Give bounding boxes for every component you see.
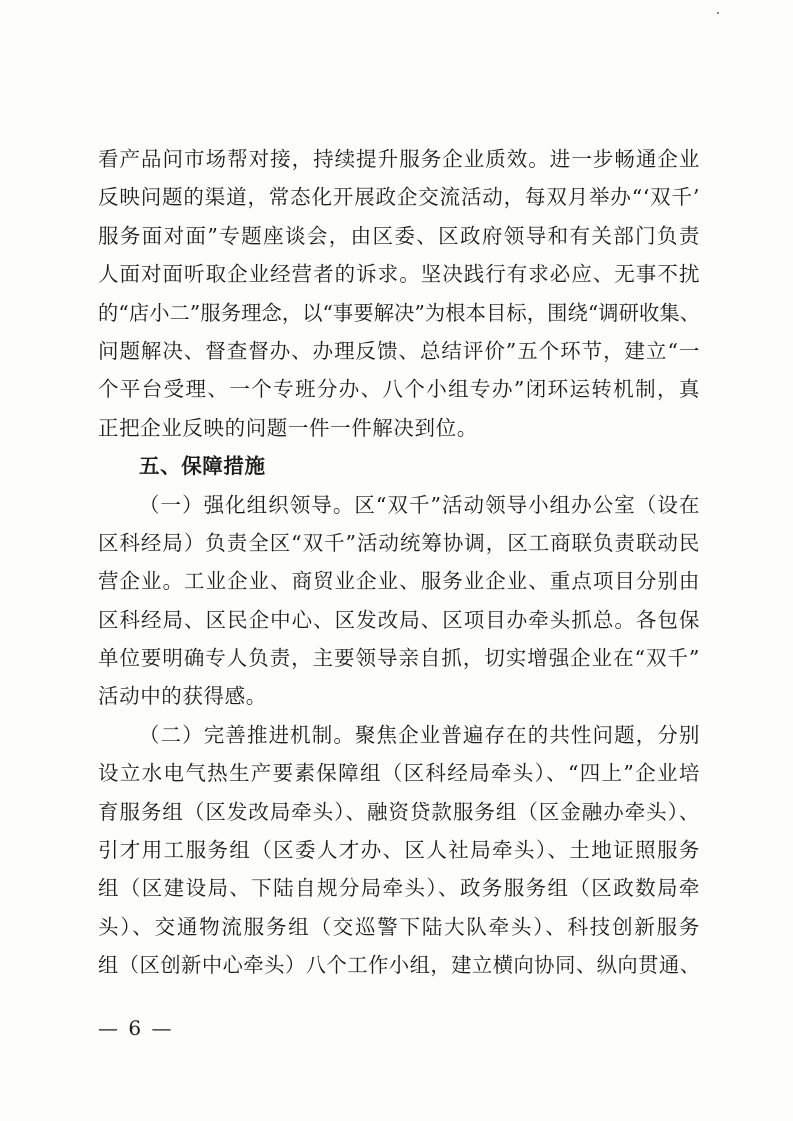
text-line: （一）强化组织领导。区“双千”活动领导小组办公室（设在 [139, 492, 700, 517]
text-line: 单位要明确专人负责，主要领导亲自抓，切实增强企业在“双千” [98, 646, 700, 671]
text-line: 问题解决、督查督办、办理反馈、总结评价”五个环节，建立“一 [98, 338, 700, 363]
text-line: 正把企业反映的问题一件一件解决到位。 [98, 415, 478, 440]
text-line: （二）完善推进机制。聚焦企业普遍存在的共性问题，分别 [139, 722, 700, 747]
text-line: 组（区建设局、下陆自规分局牵头）、政务服务组（区政数局牵 [98, 876, 700, 901]
text-line: 设立水电气热生产要素保障组（区科经局牵头）、“四上”企业培 [98, 761, 700, 786]
text-line: 育服务组（区发改局牵头）、融资贷款服务组（区金融办牵头）、 [98, 799, 700, 824]
text-line: 人面对面听取企业经营者的诉求。坚决践行有求必应、无事不扰 [98, 262, 700, 287]
text-line: 反映问题的渠道，常态化开展政企交流活动，每双月举办“‘双千’ [98, 185, 700, 210]
text-line: 服务面对面”专题座谈会，由区委、区政府领导和有关部门负责 [98, 223, 700, 248]
text-line: 区科经局、区民企中心、区发改局、区项目办牵头抓总。各包保 [98, 607, 700, 632]
text-line: 组（区创新中心牵头）八个工作小组，建立横向协同、纵向贯通、 [98, 953, 700, 978]
text-line: 头）、交通物流服务组（交巡警下陆大队牵头）、科技创新服务 [98, 914, 700, 939]
scan-dot [717, 12, 719, 14]
text-line: 的“店小二”服务理念，以“事要解决”为根本目标，围绕“调研收集、 [98, 300, 700, 325]
text-line: 引才用工服务组（区委人才办、区人社局牵头）、土地证照服务 [98, 838, 700, 863]
section-heading: 五、保障措施 [139, 454, 266, 479]
body-text [98, 140, 700, 985]
text-line: 个平台受理、一个专班分办、八个小组专办”闭环运转机制，真 [98, 377, 700, 402]
text-line: 看产品问市场帮对接，持续提升服务企业质效。进一步畅通企业 [98, 147, 700, 171]
text-line: 营企业。工业企业、商贸业企业、服务业企业、重点项目分别由 [98, 569, 700, 594]
page-number: — 6 — [98, 1016, 174, 1040]
text-line: 区科经局）负责全区“双千”活动统筹协调，区工商联负责联动民 [98, 530, 700, 555]
text-line: 活动中的获得感。 [98, 684, 267, 709]
